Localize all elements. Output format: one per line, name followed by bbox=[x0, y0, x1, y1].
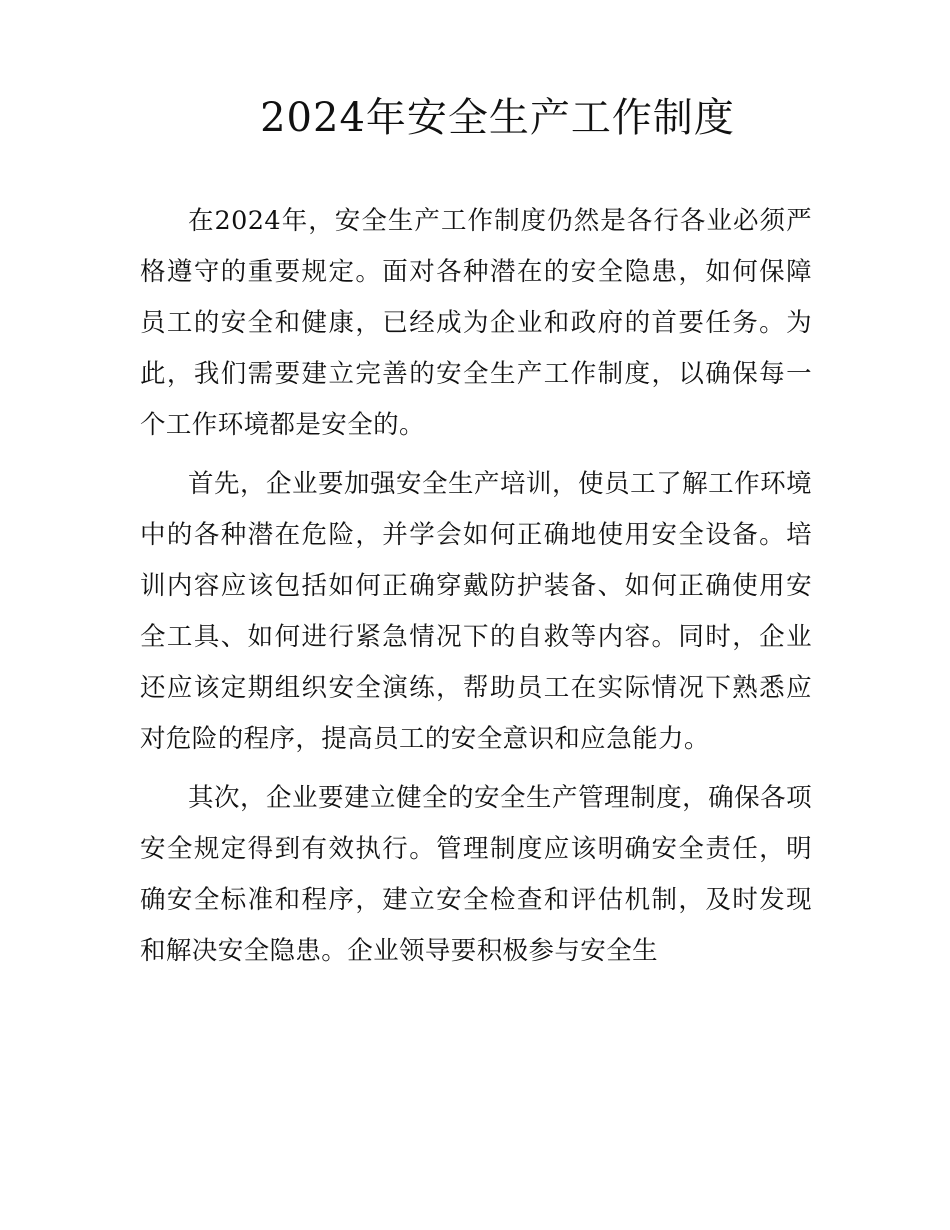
paragraph-management: 其次，企业要建立健全的安全生产管理制度，确保各项安全规定得到有效执行。管理制度应该明确安全责任，明确安全标准和程序，建立安全检查和评估机制，及时发现和解决安全隐患。企业领导要积极参与安全生 bbox=[140, 783, 812, 966]
document-title: 2024年安全生产工作制度 bbox=[260, 95, 735, 141]
paragraph-training: 首先，企业要加强安全生产培训，使员工了解工作环境中的各种潜在危险，并学会如何正确地使用安全设备。培训内容应该包括如何正确穿戴防护装备、如何正确使用安全工具、如何进行紧急情况下的自救等内容。同时，企业还应该定期组织安全演练，帮助员工在实际情况下熟悉应对危险的程序，提高员工的安全意识和应急能力。 bbox=[140, 469, 812, 754]
document-body bbox=[140, 196, 812, 985]
paragraph-intro: 在2024年，安全生产工作制度仍然是各行各业必须严格遵守的重要规定。面对各种潜在的安全隐患，如何保障员工的安全和健康，已经成为企业和政府的首要任务。为此，我们需要建立完善的安全生产工作制度，以确保每一个工作环境都是安全的。 bbox=[140, 206, 812, 440]
